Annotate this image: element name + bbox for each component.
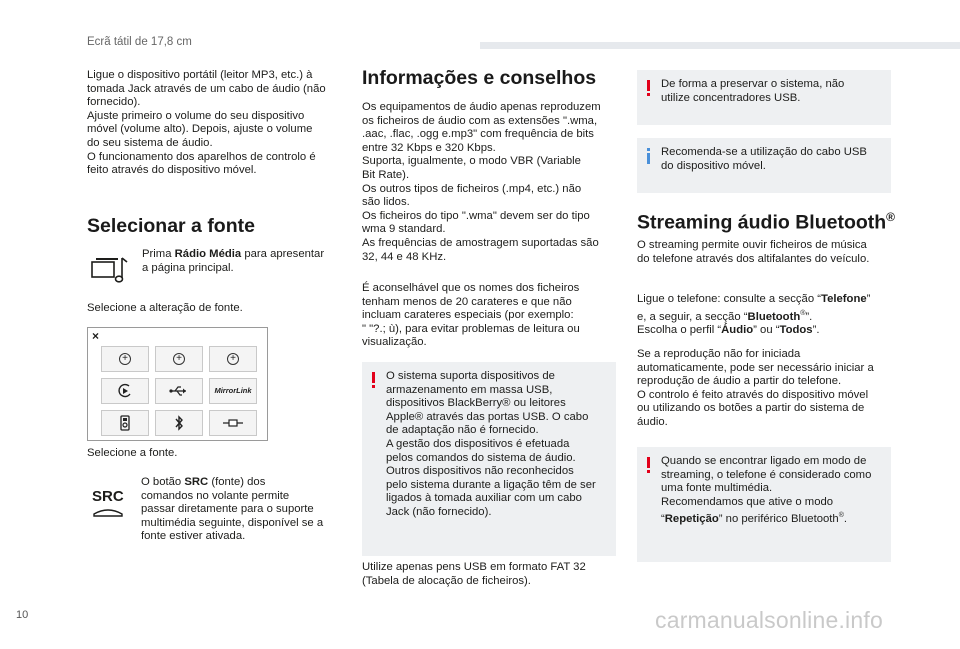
heading-info-advice: Informações e conselhos [362,67,597,89]
text-line: Jack (não fornecido). [386,505,492,518]
text-line: a página principal. [142,261,234,274]
bluetooth-icon [174,415,184,431]
text-line: automaticamente, pode ser necessário iniciar a [637,361,874,374]
text-line: tenham menos de 20 carateres e que não [362,295,572,308]
text-line: O funcionamento dos aparelhos de controlo é [87,150,316,163]
text-line: uma fonte multimédia. [661,482,773,495]
text-line: ligados à tomada auxiliar com um cabo [386,492,582,505]
text-line: 32, 44 e 48 KHz. [362,250,447,263]
text-line: do seu sistema de áudio. [87,136,213,149]
heading-select-source: Selecionar a fonte [87,215,255,237]
text-line: os ficheiros de áudio com as extensões ".wma, [362,114,598,127]
text-line: streaming, o telefone é considerado como [661,468,872,481]
text-line: Recomendamos que ative o modo [661,495,834,508]
select-source-text: Selecione a fonte. [87,447,178,459]
text-line: tomada Jack através de um cabo de áudio (não [87,82,326,95]
text-line: O sistema suporta dispositivos de [386,370,555,382]
text-line: fonte estiver ativada. [141,530,246,543]
plus-icon: + [119,353,131,365]
source-selection-panel [87,327,268,441]
text-line: passar diretamente para o suporte [141,503,314,516]
warning-icon [646,80,651,96]
source-grid [101,346,257,436]
warning-box-usb-devices [362,362,616,556]
text-line: Os outros tipos de ficheiros (.mp4, etc.) não [362,182,582,195]
text-line: ou utilizando os botões a partir do sistema de [637,402,865,415]
source-tile-usb[interactable] [155,378,203,404]
text-line: e, a seguir, a secção “Bluetooth®”. [637,309,813,323]
section-header: Ecrã tátil de 17,8 cm [87,36,192,48]
text-line: do dispositivo móvel. [661,159,766,172]
warning-box-usb-hubs [637,70,891,125]
source-tile-bluetooth[interactable] [155,410,203,436]
text-line: de adaptação não é fornecido. [386,424,539,437]
page-number: 10 [16,609,29,621]
text-line: Bit Rate). [362,168,410,181]
text-line: pelos comandos do sistema de áudio. [386,451,576,464]
text-line: O streaming permite ouvir ficheiros de música [637,239,867,251]
audio-formats-paragraph [362,101,622,264]
usb-icon [169,385,189,397]
source-tile-aux[interactable] [209,410,257,436]
plus-icon: + [227,353,239,365]
text-line: áudio. [637,415,668,428]
streaming-intro [637,239,897,266]
watermark: carmanualsonline.info [655,607,883,633]
text-line: utilize concentradores USB. [661,91,801,104]
text-line: Prima Rádio Média para apresentar [142,248,325,260]
intro-paragraph [87,69,347,178]
text-line: É aconselhável que os nomes dos ficheiros [362,282,580,294]
warning-icon [646,457,651,473]
text-line: armazenamento em massa USB, [386,383,553,396]
text-line: Suporta, igualmente, o modo VBR (Variable [362,155,581,168]
close-icon[interactable]: × [92,329,100,343]
text-line: “Repetição” no periférico Bluetooth®. [661,512,848,526]
press-radio-media [142,248,342,275]
select-change-text: Selecione a alteração de fonte. [87,302,243,314]
info-box-usb-cable [637,138,891,193]
text-line: As frequências de amostragem suportadas são [362,236,599,249]
source-tile-add-1[interactable] [101,346,149,372]
text-line: Outros dispositivos não reconhecidos [386,465,574,478]
heading-bluetooth-streaming: Streaming áudio Bluetooth® [637,210,896,234]
src-description [141,476,346,544]
header-bar [480,42,960,49]
text-line: " "?.; ù), para evitar problemas de leitura ou [362,322,580,335]
text-line: fornecido). [87,96,141,109]
ipod-icon [117,383,133,399]
device-icon [120,415,130,431]
text-line: feito através do dispositivo móvel. [87,164,257,177]
text-line: visualização. [362,336,427,349]
text-line: Os ficheiros do tipo ".wma" devem ser do tipo [362,209,590,222]
text-line: Ligue o telefone: consulte a secção “Telefone” [637,293,871,305]
text-line: Ajuste primeiro o volume do seu dispositivo [87,109,305,122]
text-line: Se a reprodução não for iniciada [637,348,801,360]
text-line: (Tabela de alocação de ficheiros). [362,574,531,587]
source-tile-mirrorlink[interactable]: MirrorLink [209,378,257,404]
src-steering-icon [92,489,128,517]
aux-cable-icon [222,418,244,428]
text-line: dispositivos BlackBerry® ou leitores [386,397,566,410]
source-tile-ipod[interactable] [101,378,149,404]
source-tile-add-2[interactable] [155,346,203,372]
filenames-paragraph [362,282,622,350]
text-line: móvel (volume alto). Depois, ajuste o volume [87,123,313,136]
text-line: comandos no volante permite [141,489,290,502]
text-line: A gestão dos dispositivos é efetuada [386,437,570,450]
steering-button-icon [92,507,124,517]
text-line: Escolha o perfil “Áudio” ou “Todos”. [637,323,820,336]
text-line: Apple® através das portas USB. O cabo [386,410,589,423]
text-line: .aac, .flac, .ogg e.mp3" com frequência de bits [362,128,594,141]
playback-paragraph [637,348,897,430]
text-line: entre 32 Kbps e 320 Kbps. [362,141,496,154]
warning-box-streaming [637,447,891,562]
column-left [87,69,347,178]
source-tile-jack[interactable] [101,410,149,436]
text-line: wma 9 standard. [362,223,446,236]
text-line: O botão SRC (fonte) dos [141,476,266,488]
source-tile-add-3[interactable] [209,346,257,372]
fat32-paragraph [362,561,622,588]
text-line: reprodução de áudio a partir do telefone. [637,375,842,388]
connect-phone-paragraph [637,293,897,338]
text-line: são lidos. [362,196,410,209]
src-label: SRC [92,488,124,505]
text-line: Os equipamentos de áudio apenas reproduzem [362,101,601,113]
text-line: incluam carateres especiais (por exemplo: [362,309,574,322]
warning-icon [371,372,376,388]
text-line: multimédia seguinte, disponível se a [141,516,324,529]
text-line: Quando se encontrar ligado em modo de [661,455,867,467]
media-icon [90,254,130,288]
text-line: Utilize apenas pens USB em formato FAT 32 [362,561,586,573]
info-icon [646,148,651,164]
plus-icon: + [173,353,185,365]
text-line: O controlo é feito através do dispositivo móvel [637,388,869,401]
text-line: pelo sistema durante a ligação têm de ser [386,478,596,491]
text-line: Ligue o dispositivo portátil (leitor MP3, etc.) à [87,69,313,81]
text-line: do telefone através dos altifalantes do veículo. [637,252,870,265]
text-line: Recomenda-se a utilização do cabo USB [661,146,867,158]
text-line: De forma a preservar o sistema, não [661,78,845,90]
